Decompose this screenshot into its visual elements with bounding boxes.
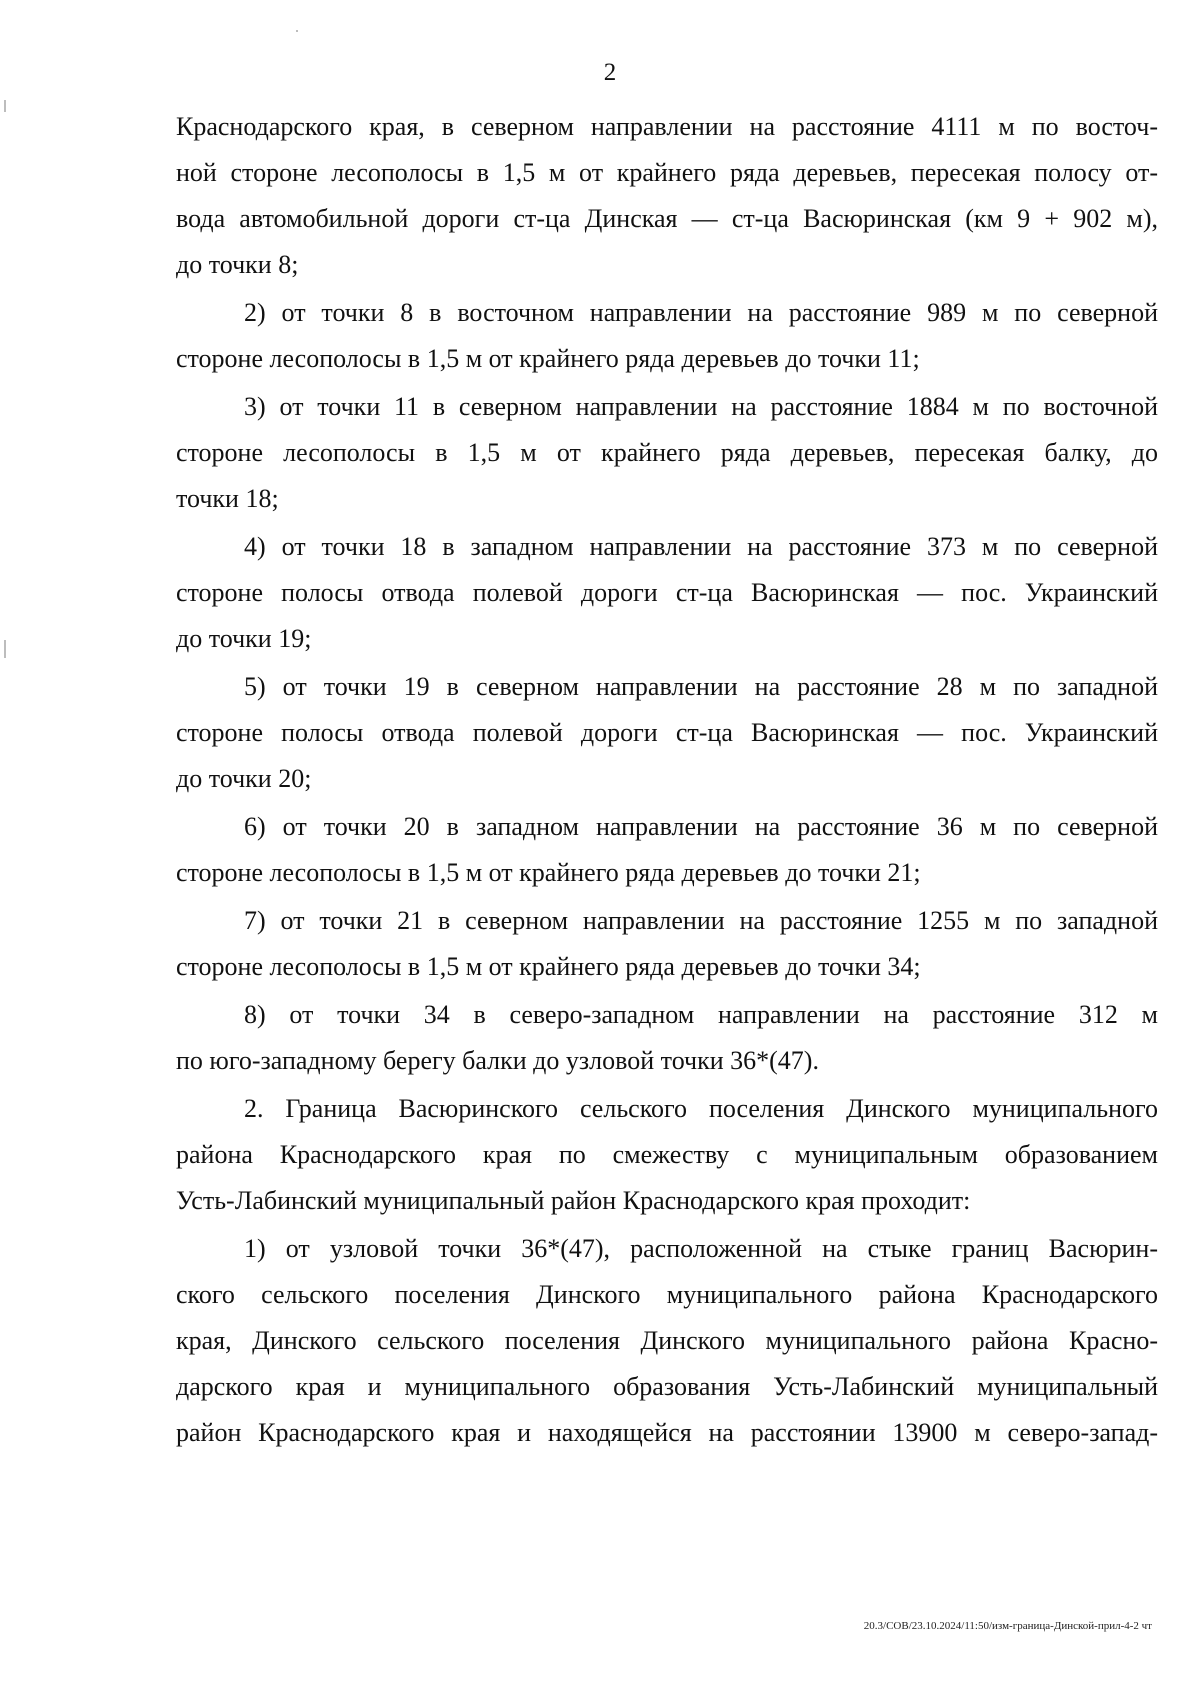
text-line: Краснодарского края, в северном направлении на расстояние 4111 м по восточ- bbox=[176, 112, 1158, 141]
scan-artifact bbox=[4, 100, 6, 112]
text-line: стороне лесополосы в 1,5 м от крайнего ряда деревьев, пересекая балку, до bbox=[176, 438, 1158, 467]
list-item-line: 4) от точки 18 в западном направлении на расстояние 373 м по северной bbox=[244, 532, 1158, 561]
text-line: вода автомобильной дороги ст-ца Динская — ст-ца Васюринская (км 9 + 902 м), bbox=[176, 204, 1158, 233]
text-line: район Краснодарского края и находящейся на расстоянии 13900 м северо-запад- bbox=[176, 1418, 1158, 1447]
scan-artifact bbox=[296, 30, 298, 32]
text-line: стороне полосы отвода полевой дороги ст-ца Васюринская — пос. Украинский bbox=[176, 578, 1158, 607]
text-line: по юго-западному берегу балки до узловой точки 36*(47). bbox=[176, 1046, 819, 1075]
text-line: дарского края и муниципального образования Усть-Лабинский муниципальный bbox=[176, 1372, 1158, 1401]
page-number: 2 bbox=[603, 59, 617, 86]
section-heading-line: 2. Граница Васюринского сельского поселения Динского муниципального bbox=[244, 1094, 1158, 1123]
document-footer-code: 20.3/СОВ/23.10.2024/11:50/изм-граница-Динской-прил-4-2 чт bbox=[863, 1620, 1152, 1632]
list-item-line: 1) от узловой точки 36*(47), расположенной на стыке границ Васюрин- bbox=[244, 1234, 1158, 1263]
text-line: стороне лесополосы в 1,5 м от крайнего ряда деревьев до точки 11; bbox=[176, 344, 920, 373]
text-line: до точки 20; bbox=[176, 764, 312, 793]
text-line: стороне лесополосы в 1,5 м от крайнего ряда деревьев до точки 34; bbox=[176, 952, 921, 981]
text-line: до точки 19; bbox=[176, 624, 312, 653]
list-item-line: 2) от точки 8 в восточном направлении на расстояние 989 м по северной bbox=[244, 298, 1158, 327]
text-line: стороне лесополосы в 1,5 м от крайнего ряда деревьев до точки 21; bbox=[176, 858, 921, 887]
text-line: стороне полосы отвода полевой дороги ст-ца Васюринская — пос. Украинский bbox=[176, 718, 1158, 747]
text-line: до точки 8; bbox=[176, 250, 299, 279]
list-item-line: 6) от точки 20 в западном направлении на расстояние 36 м по северной bbox=[244, 812, 1158, 841]
list-item-line: 3) от точки 11 в северном направлении на расстояние 1884 м по восточной bbox=[244, 392, 1158, 421]
text-line: края, Динского сельского поселения Динского муниципального района Красно- bbox=[176, 1326, 1158, 1355]
text-line: ной стороне лесополосы в 1,5 м от крайнего ряда деревьев, пересекая полосу от- bbox=[176, 158, 1158, 187]
scan-artifact bbox=[4, 640, 6, 658]
text-line: Усть-Лабинский муниципальный район Краснодарского края проходит: bbox=[176, 1186, 971, 1215]
text-line: ского сельского поселения Динского муниципального района Краснодарского bbox=[176, 1280, 1158, 1309]
list-item-line: 8) от точки 34 в северо-западном направлении на расстояние 312 м bbox=[244, 1000, 1158, 1029]
list-item-line: 5) от точки 19 в северном направлении на расстояние 28 м по западной bbox=[244, 672, 1158, 701]
list-item-line: 7) от точки 21 в северном направлении на расстояние 1255 м по западной bbox=[244, 906, 1158, 935]
text-line: точки 18; bbox=[176, 484, 279, 513]
text-line: района Краснодарского края по смежеству с муниципальным образованием bbox=[176, 1140, 1158, 1169]
document-body bbox=[176, 104, 1158, 1456]
